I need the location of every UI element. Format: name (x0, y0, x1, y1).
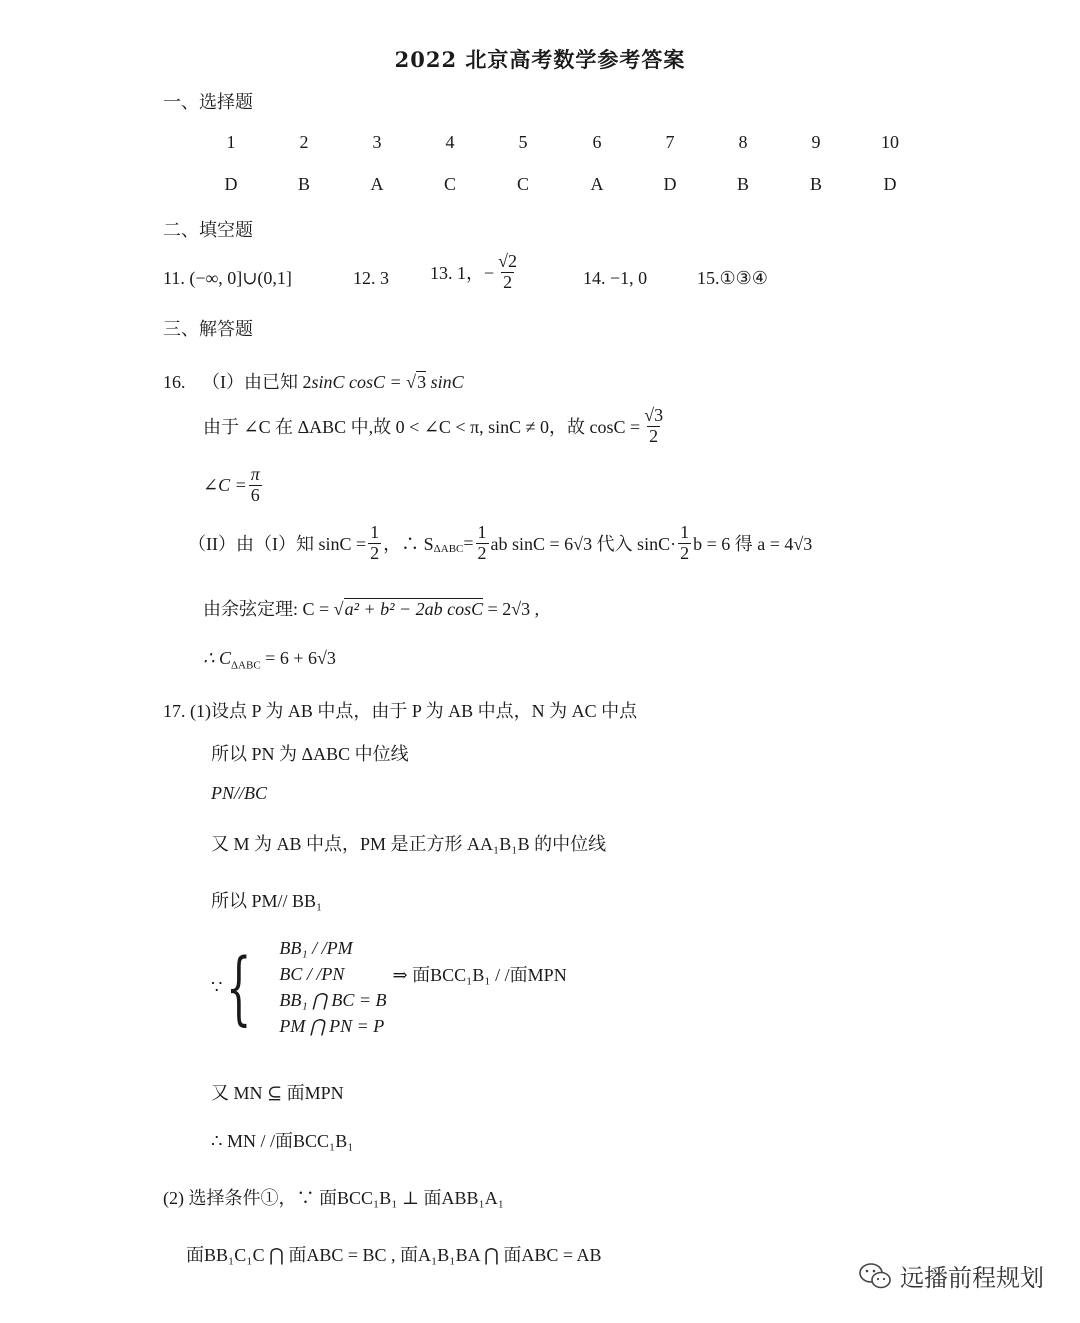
q17-line-6: 又 MN ⊆ 面MPN (211, 1083, 344, 1103)
choice-number: 7 (665, 132, 675, 152)
fill-answer-15: 15.①③④ (697, 268, 768, 288)
brace-condition: BB₁ / /PM (279, 938, 353, 958)
q16-l2-text: 由于 ∠C 在 ΔABC 中,故 0 < ∠C < π, sinC ≠ 0，故 cosC = (203, 417, 641, 438)
q17-line-8: (2) 选择条件①，∵ 面BCC₁B₁ ⊥ 面ABB₁A₁ (163, 1188, 505, 1208)
choice-answer: A (370, 174, 384, 194)
fraction-denominator: 2 (370, 542, 380, 563)
fill-answer-14: 14. −1, 0 (583, 268, 648, 288)
fraction-denominator: 2 (649, 425, 659, 446)
fill-answer-11: 11. (−∞, 0]∪(0,1] (163, 268, 292, 288)
q16-tail: sinC (426, 372, 464, 392)
q17-line-3: PN//BC (211, 783, 268, 803)
q16-line-4 (188, 523, 812, 564)
choice-answer: B (297, 174, 310, 194)
section-choice-heading: 一、选择题 (163, 92, 253, 113)
q17-line-9: 面BB₁C₁C ⋂ 面ABC = BC , 面A₁B₁BA ⋂ 面ABC = AB (186, 1245, 602, 1265)
choice-answer: B (809, 174, 822, 194)
q16-l5-tail: = 2√3 , (483, 599, 540, 619)
watermark (858, 1258, 1044, 1293)
choice-number: 8 (738, 132, 748, 152)
fraction-numerator: 1 (477, 522, 487, 542)
choice-number: 6 (592, 132, 602, 152)
choice-answer: C (516, 174, 529, 194)
fill-answer-12: 12. 3 (353, 268, 389, 288)
q17-line-2: 所以 PN 为 ΔABC 中位线 (211, 744, 409, 764)
fraction (678, 523, 691, 564)
fraction-denominator: 6 (250, 484, 260, 505)
q17-line-5: 所以 PM// BB₁ (211, 891, 323, 911)
q17-line-4: 又 M 为 AB 中点，PM 是正方形 AA₁B₁B 的中位线 (211, 834, 607, 854)
q16-l3-text: ∠C = (203, 474, 247, 495)
fraction-numerator: 1 (680, 522, 690, 542)
q16-l4-text-a: （II）由（I）知 sinC = (188, 534, 367, 555)
q16-l4-text-e: b = 6 得 a = 4√3 (693, 534, 813, 555)
q16-line-6 (203, 648, 336, 672)
brace-conditions (279, 938, 386, 1037)
brace-condition: BB₁ ⋂ BC = B (279, 990, 387, 1010)
because-symbol: ∵ (211, 977, 223, 997)
fraction-denominator: 2 (680, 542, 690, 563)
fraction-denominator: 2 (503, 271, 513, 292)
fraction-numerator: π (250, 464, 260, 484)
choice-number: 5 (518, 132, 528, 152)
q16-l6-tail: = 6 + 6√3 (260, 648, 336, 668)
sqrt-value: a² + b² − 2ab cosC (344, 599, 484, 619)
implication: ⇒ 面BCC₁B₁ / /面MPN (392, 964, 567, 985)
brace-condition: BC / /PN (279, 964, 345, 984)
section-fill-heading: 二、填空题 (163, 220, 253, 241)
fraction (642, 406, 665, 447)
brace-condition: PM ⋂ PN = P (279, 1016, 385, 1036)
choice-answer: D (883, 174, 897, 194)
section-solution-heading: 三、解答题 (163, 319, 253, 340)
q16-l4-text-b: ，∴ S (383, 534, 434, 555)
choice-number: 4 (445, 132, 455, 152)
q17-line-1: 17. (1)设点 P 为 AB 中点，由于 P 为 AB 中点，N 为 AC 中点 (163, 701, 638, 721)
fraction (368, 523, 381, 564)
q16-l6-text: ∴ C (203, 648, 231, 668)
fraction-numerator: 1 (370, 522, 380, 542)
choice-answer: A (590, 174, 604, 194)
choice-answer: D (224, 174, 238, 194)
q16-line-3 (203, 465, 264, 506)
left-brace-icon: { (226, 940, 252, 1034)
fill-13-fraction (496, 252, 519, 293)
choice-number: 2 (299, 132, 309, 152)
fraction-denominator: 2 (477, 542, 487, 563)
q16-line-2 (203, 406, 667, 447)
choice-answer: C (443, 174, 456, 194)
choice-answer: D (663, 174, 677, 194)
fraction-numerator: √2 (498, 251, 518, 271)
sqrt-value: 3 (417, 372, 427, 392)
q16-part-label: （I）由已知 2 (202, 372, 312, 392)
wechat-icon (858, 1261, 892, 1291)
q16-line-1: 16. （I）由已知 2sinC cosC = √3 sinC (163, 372, 464, 392)
fraction-numerator: √3 (644, 405, 664, 425)
fill-13-prefix: 13. 1，− (430, 263, 495, 284)
subscript: ΔABC (433, 543, 464, 556)
page-title: 2022 北京高考数学参考答案 (394, 47, 686, 72)
q16-l4-text-d: ab sinC = 6√3 代入 sinC· (490, 534, 677, 555)
subscript: ΔABC (230, 659, 261, 672)
choice-number: 3 (372, 132, 382, 152)
fraction (476, 523, 489, 564)
choice-number: 9 (811, 132, 821, 152)
question-number: 16. (163, 372, 186, 392)
q17-line-7: ∴ MN / /面BCC₁B₁ (211, 1131, 354, 1151)
q16-l5-text: 由余弦定理: C = (203, 599, 334, 619)
q17-brace-system (211, 938, 567, 1037)
q16-expr: sinC cosC = (311, 372, 407, 392)
choice-answer: B (736, 174, 749, 194)
q16-line-5: 由余弦定理: C = √a² + b² − 2ab cosC = 2√3 , (203, 599, 540, 619)
watermark-text: 远播前程规划 (900, 1264, 1044, 1292)
fraction (249, 465, 262, 506)
choice-number: 10 (881, 132, 899, 152)
choice-number: 1 (226, 132, 236, 152)
q16-l4-text-c: = (463, 532, 474, 553)
fill-answer-13 (430, 252, 521, 293)
